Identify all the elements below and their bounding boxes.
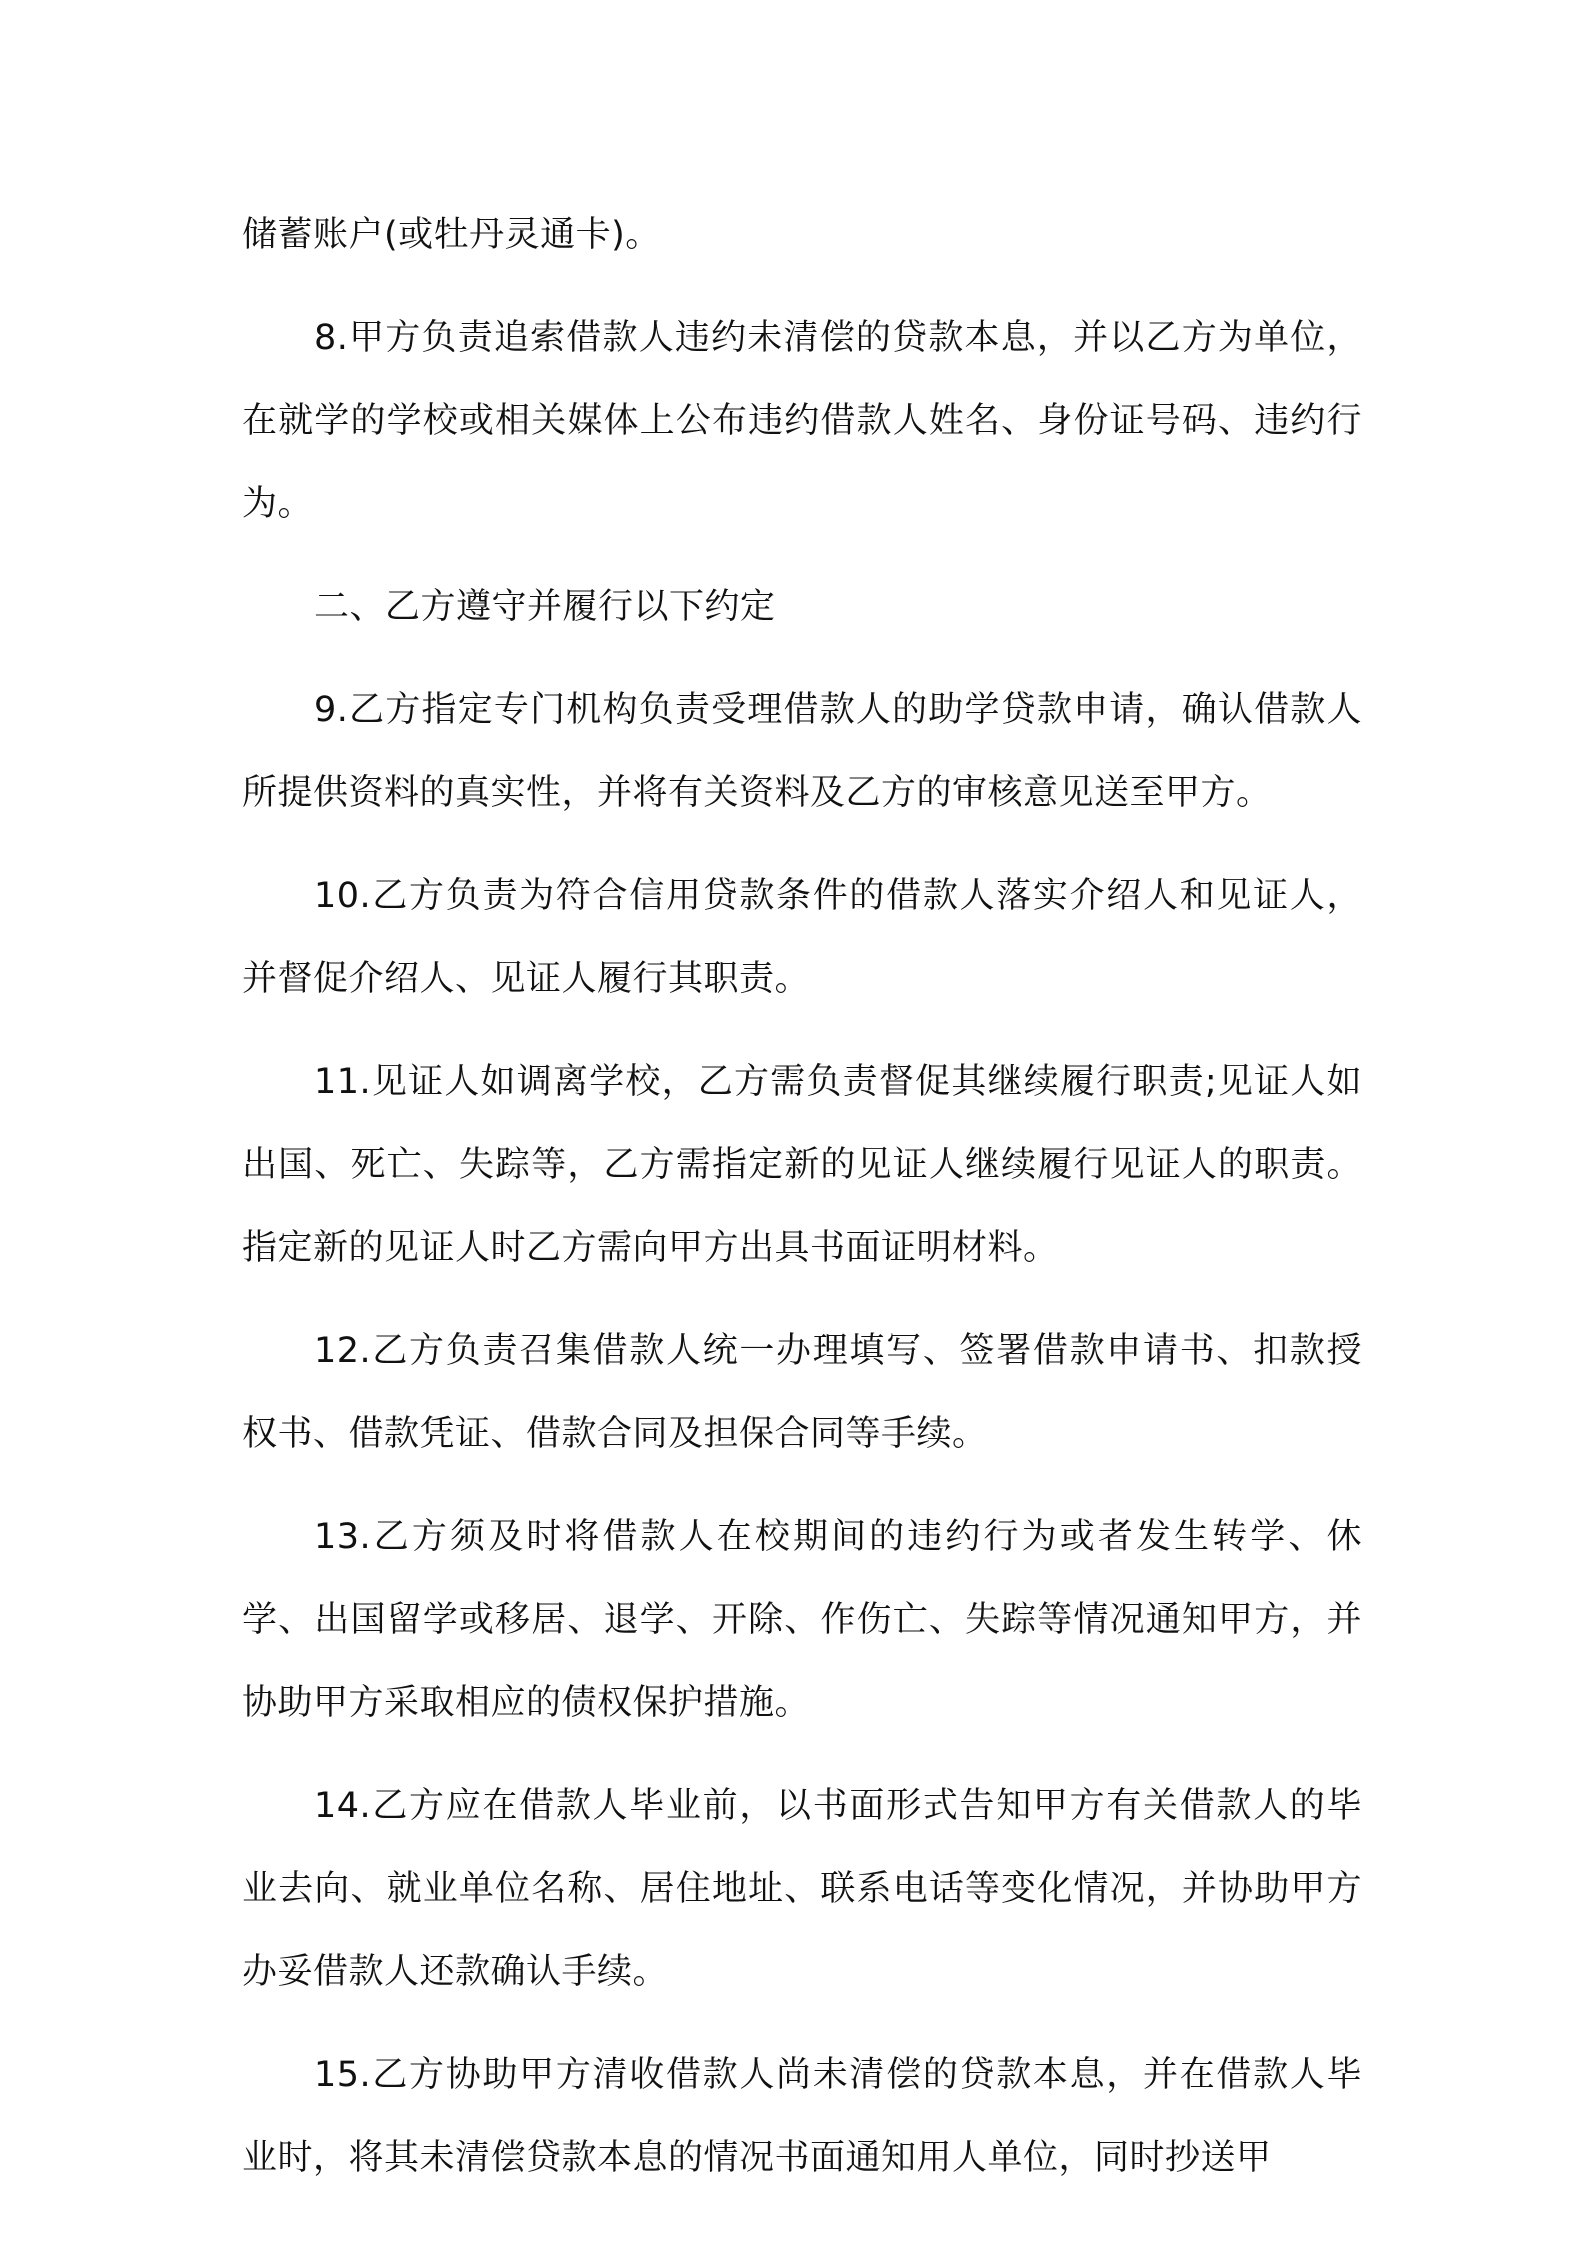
paragraph-continuation: 储蓄账户(或牡丹灵通卡)。 [242, 215, 661, 255]
section-heading-party-b: 二、乙方遵守并履行以下约定 [314, 587, 776, 627]
paragraph-clause-9: 9.乙方指定专门机构负责受理借款人的助学贷款申请，确认借款人所提供资料的真实性，并将有关资料及乙方的审核意见送至甲方。 [242, 690, 1362, 813]
paragraph-clause-14: 14.乙方应在借款人毕业前，以书面形式告知甲方有关借款人的毕业去向、就业单位名称、居住地址、联系电话等变化情况，并协助甲方办妥借款人还款确认手续。 [242, 1786, 1362, 1992]
paragraph-clause-10: 10.乙方负责为符合信用贷款条件的借款人落实介绍人和见证人，并督促介绍人、见证人履行其职责。 [242, 876, 1362, 999]
document-body [242, 194, 1362, 2220]
paragraph-clause-12: 12.乙方负责召集借款人统一办理填写、签署借款申请书、扣款授权书、借款凭证、借款合同及担保合同等手续。 [242, 1331, 1362, 1454]
paragraph-clause-11: 11.见证人如调离学校，乙方需负责督促其继续履行职责;见证人如出国、死亡、失踪等，乙方需指定新的见证人继续履行见证人的职责。指定新的见证人时乙方需向甲方出具书面证明材料。 [242, 1062, 1362, 1268]
paragraph-clause-8: 8.甲方负责追索借款人违约未清偿的贷款本息，并以乙方为单位，在就学的学校或相关媒体上公布违约借款人姓名、身份证号码、违约行为。 [242, 318, 1362, 524]
paragraph-clause-13: 13.乙方须及时将借款人在校期间的违约行为或者发生转学、休学、出国留学或移居、退学、开除、作伤亡、失踪等情况通知甲方，并协助甲方采取相应的债权保护措施。 [242, 1517, 1362, 1723]
paragraph-clause-15: 15.乙方协助甲方清收借款人尚未清偿的贷款本息，并在借款人毕业时，将其未清偿贷款本息的情况书面通知用人单位，同时抄送甲 [242, 2055, 1362, 2178]
